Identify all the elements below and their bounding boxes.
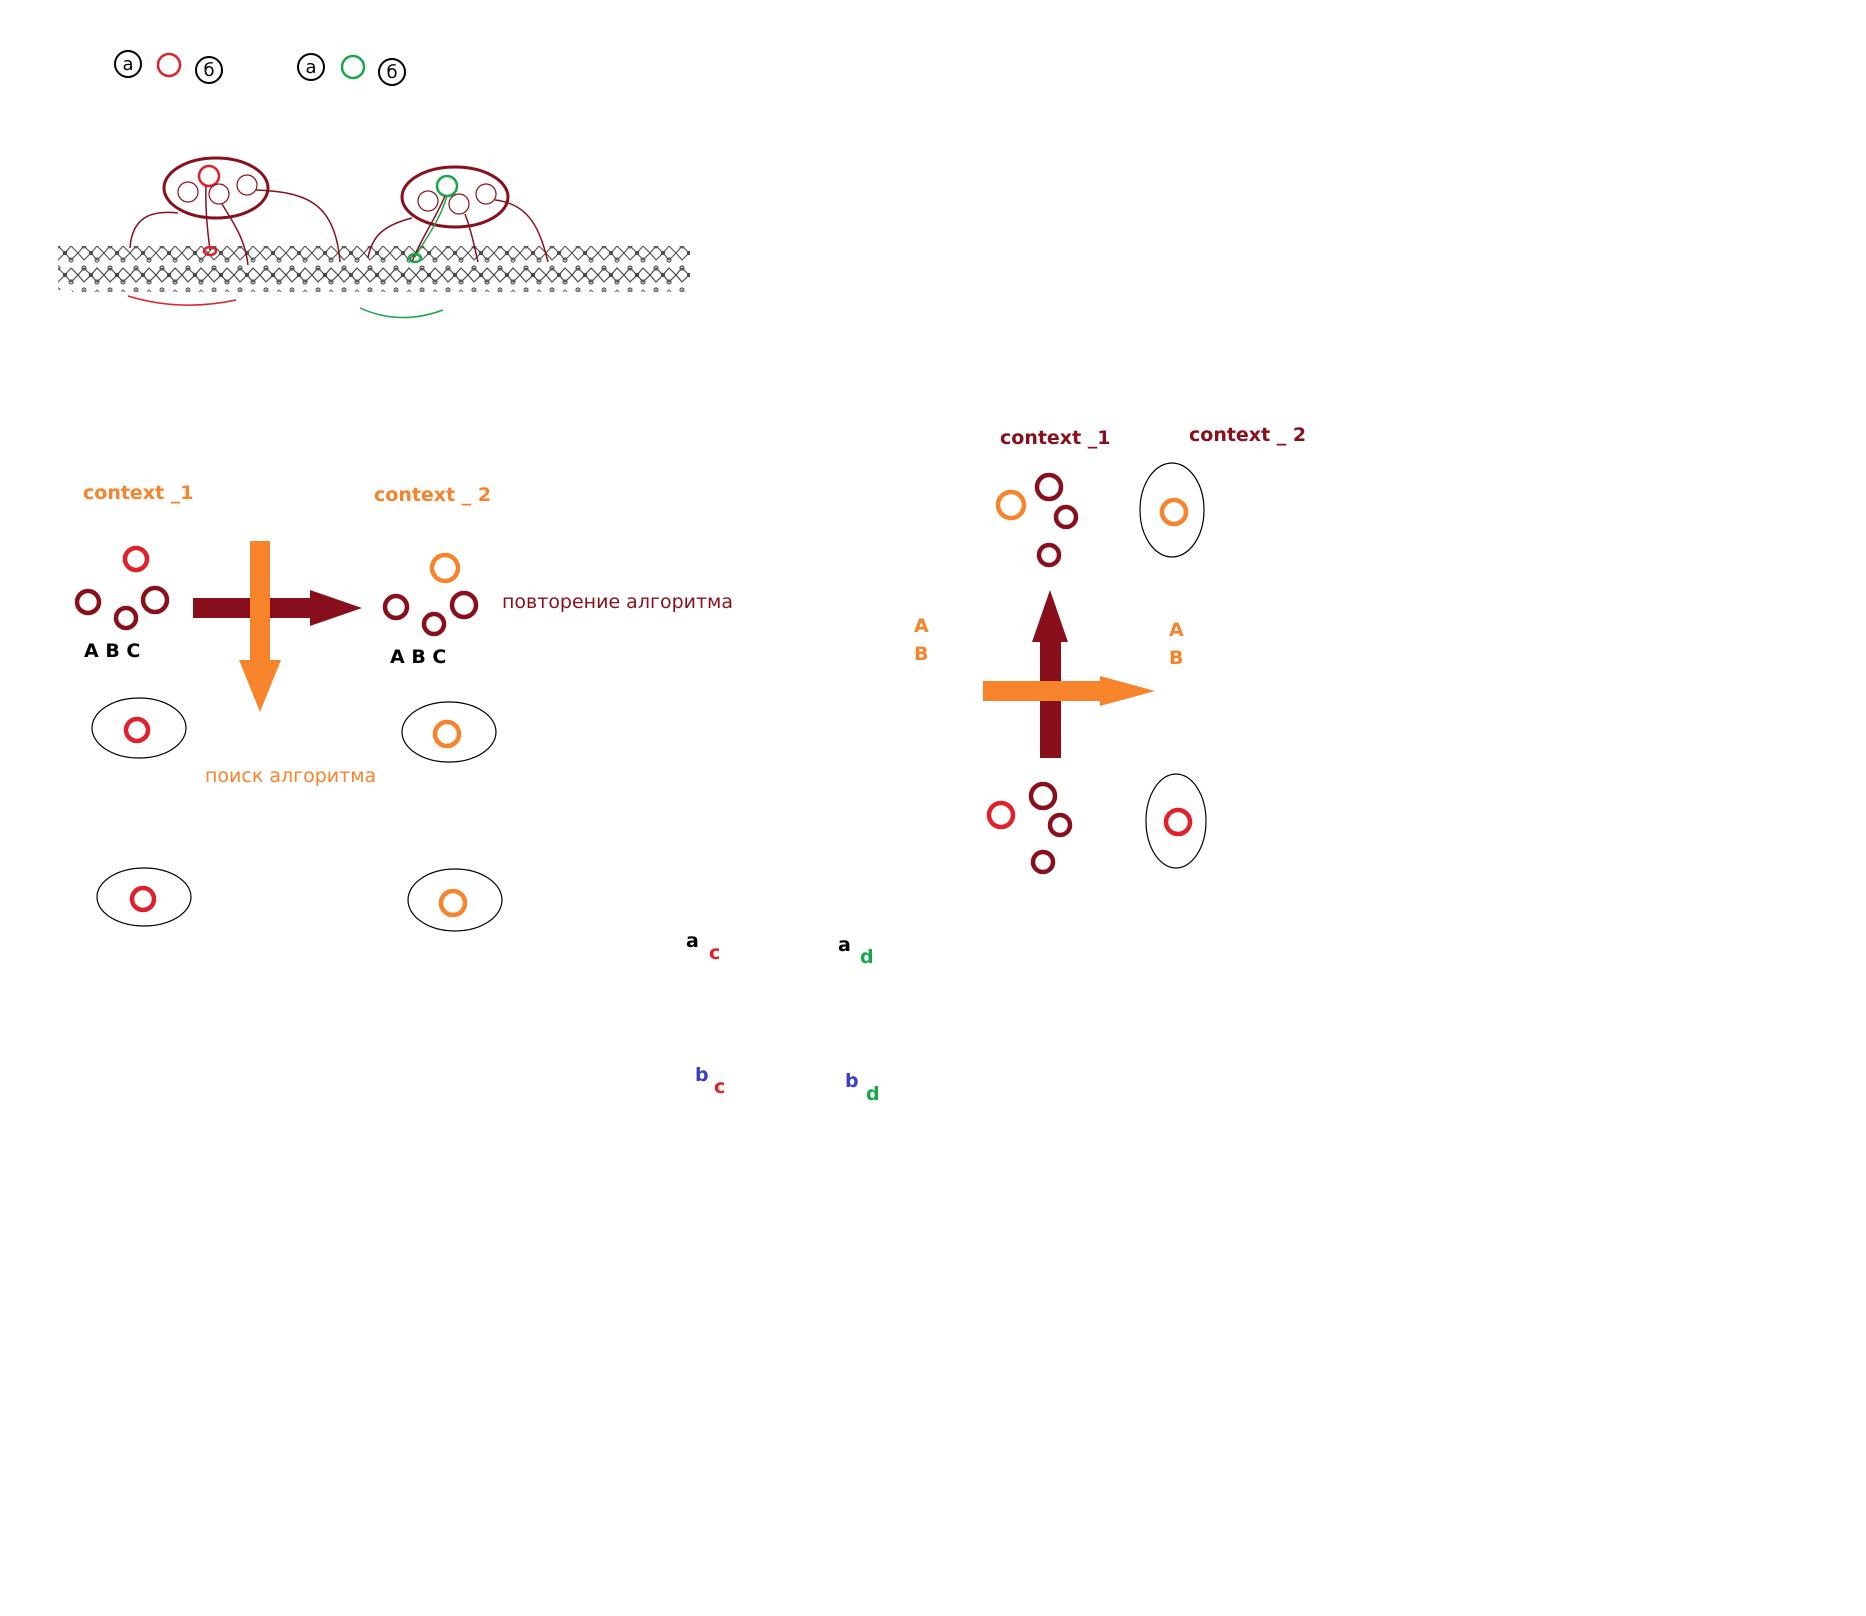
right-top-darkred-circle-a — [1037, 475, 1061, 499]
right-bottom-darkred-circle-c — [1033, 852, 1053, 872]
right-bottom-darkred-circle-a — [1031, 784, 1055, 808]
legend2-left-ring: а — [297, 53, 325, 81]
right-darkred-arrow — [1032, 590, 1068, 758]
left-ellipse-3 — [97, 868, 191, 926]
left-abc2-label: A B C — [390, 646, 447, 668]
pair1-a-letter: a — [686, 930, 699, 952]
left-ellipse-1 — [92, 698, 186, 758]
left-context1-label: context _1 — [83, 482, 194, 504]
left-group2-orange-circle — [432, 555, 458, 581]
left-darkred-arrow — [193, 590, 362, 626]
left-ellipse-1-red-circle — [126, 719, 148, 741]
left-group2-darkred-circle-b — [424, 614, 444, 634]
right-top-orange-circle — [998, 492, 1024, 518]
pair2-d-letter: d — [860, 946, 874, 968]
left-ellipse-3-red-circle — [132, 888, 154, 910]
repeat-algorithm-label: повторение алгоритма — [502, 591, 734, 613]
pair4-b-letter: b — [845, 1070, 859, 1092]
left-ellipse-4 — [408, 869, 502, 931]
complex-left-link-1 — [130, 212, 178, 248]
molecule-chain-lower — [72, 262, 687, 292]
right-bottom-ellipse-red-circle — [1166, 810, 1190, 834]
right-top-darkred-circle-b — [1056, 507, 1076, 527]
legend-red-dot — [158, 54, 180, 76]
legend-green-dot — [342, 56, 364, 78]
complex-left-node-a — [178, 182, 198, 202]
pair3-b-letter: b — [695, 1064, 709, 1086]
right-b-left-label: B — [914, 643, 929, 665]
right-a-right-label: A — [1169, 619, 1184, 641]
green-bracket — [360, 308, 443, 318]
right-bottom-red-circle — [989, 803, 1013, 827]
right-a-left-label: A — [914, 615, 929, 637]
complex-right-node-b — [449, 194, 469, 214]
left-abc1-label: A B C — [84, 640, 141, 662]
pair4-d-letter: d — [866, 1083, 880, 1105]
right-bottom-darkred-circle-b — [1050, 815, 1070, 835]
complex-right-node-c — [476, 184, 496, 204]
right-top-ellipse-orange-circle — [1162, 500, 1186, 524]
left-group1-darkred-circle-c — [143, 588, 167, 612]
pair3-c-letter: c — [714, 1076, 726, 1098]
right-context2-label: context _ 2 — [1189, 424, 1307, 446]
left-ellipse-2 — [402, 702, 496, 762]
left-orange-arrow — [239, 541, 281, 712]
right-orange-arrow — [983, 676, 1155, 706]
complex-left-red-node — [199, 166, 219, 186]
legend2-right-ring: б — [378, 58, 406, 86]
complex-left-node-c — [237, 175, 257, 195]
pair2-a-letter: a — [838, 934, 851, 956]
complex-left-ellipse — [164, 158, 268, 218]
complex-left-node-b — [209, 184, 229, 204]
left-ellipse-4-orange-circle — [441, 891, 465, 915]
left-ellipse-2-orange-circle — [435, 722, 459, 746]
complex-right-ellipse — [402, 167, 508, 227]
right-context1-label: context _1 — [1000, 427, 1111, 449]
left-group1-red-circle — [125, 548, 147, 570]
complex-right-node-a — [418, 191, 438, 211]
right-bottom-ellipse — [1146, 774, 1206, 868]
left-context2-label: context _ 2 — [374, 484, 492, 506]
right-top-ellipse — [1140, 463, 1204, 557]
legend1-left-ring: а — [114, 50, 142, 78]
pair1-c-letter: c — [709, 942, 721, 964]
left-group2-darkred-circle-c — [452, 593, 476, 617]
left-group1-darkred-circle-b — [116, 608, 136, 628]
left-group2-darkred-circle-a — [385, 596, 407, 618]
right-top-darkred-circle-c — [1039, 545, 1059, 565]
left-group1-darkred-circle-a — [77, 591, 99, 613]
right-b-right-label: B — [1169, 647, 1184, 669]
complex-right-green-node — [437, 176, 457, 196]
legend1-right-ring: б — [195, 56, 223, 84]
red-bracket — [128, 296, 236, 305]
search-algorithm-label: поиск алгоритма — [205, 765, 377, 787]
